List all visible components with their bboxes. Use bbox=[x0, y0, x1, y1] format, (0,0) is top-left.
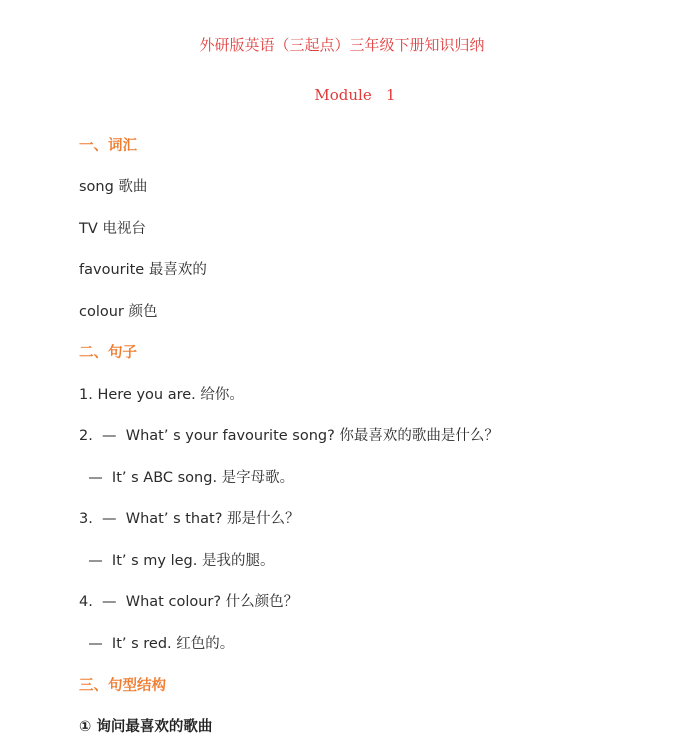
sentence-line: — It’ s ABC song. 是字母歌。 bbox=[79, 470, 295, 486]
vocab-item: song 歌曲 bbox=[79, 179, 148, 195]
sentence-line: — It’ s my leg. 是我的腿。 bbox=[79, 553, 275, 569]
vocab-item: TV 电视台 bbox=[79, 221, 146, 237]
section-heading-sentences: 二、句子 bbox=[79, 345, 137, 361]
vocab-item: colour 颜色 bbox=[79, 304, 158, 320]
sentence-line: 1. Here you are. 给你。 bbox=[79, 387, 244, 403]
sentence-line: 4. — What colour? 什么颜色？ bbox=[79, 594, 299, 610]
sentence-line: 2. — What’ s your favourite song? 你最喜欢的歌曲是什么？ bbox=[79, 428, 499, 444]
section-heading-vocabulary: 一、词汇 bbox=[79, 138, 137, 154]
module-heading: Module 1 bbox=[314, 86, 396, 104]
structure-item: ① 询问最喜欢的歌曲 bbox=[79, 719, 213, 735]
document-title: 外研版英语（三起点）三年级下册知识归纳 bbox=[199, 36, 485, 54]
sentence-line: — It’ s red. 红色的。 bbox=[79, 636, 235, 652]
sentence-line: 3. — What’ s that? 那是什么？ bbox=[79, 511, 300, 527]
vocab-item: favourite 最喜欢的 bbox=[79, 262, 207, 278]
section-heading-structures: 三、句型结构 bbox=[79, 678, 166, 694]
